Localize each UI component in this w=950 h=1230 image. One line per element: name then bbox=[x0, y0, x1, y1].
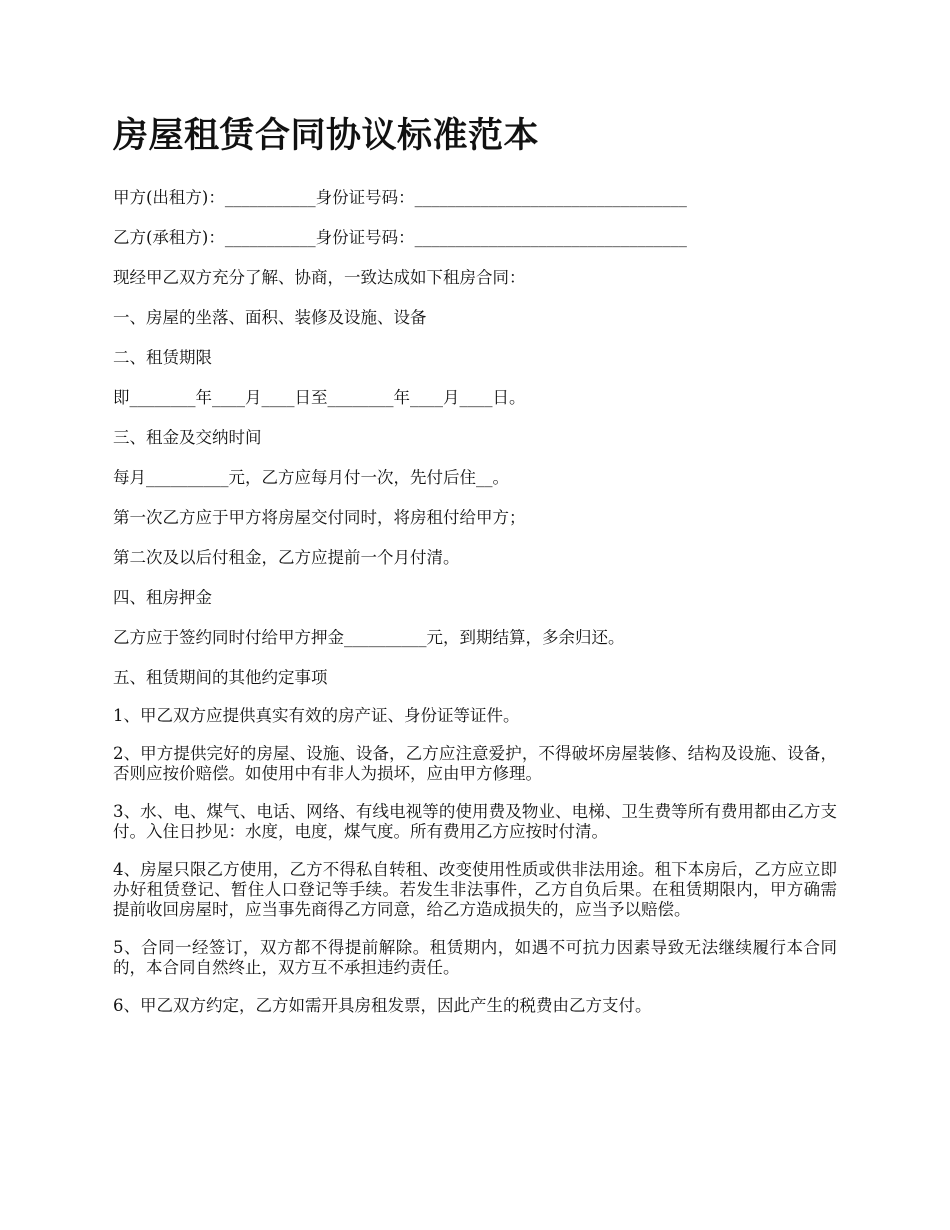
section-heading-term: 二、租赁期限 bbox=[113, 348, 212, 367]
party-b-line: 乙方(承租方)：___________身份证号码：_________________________________ bbox=[113, 228, 687, 247]
monthly-rent-line: 每月__________元，乙方应每月付一次，先付后住__。 bbox=[113, 468, 509, 487]
first-payment-line: 第一次乙方应于甲方将房屋交付同时，将房租付给甲方； bbox=[113, 508, 526, 527]
section-heading-deposit: 四、租房押金 bbox=[113, 588, 212, 607]
section-heading-location: 一、房屋的坐落、面积、装修及设施、设备 bbox=[113, 308, 427, 327]
clause-1: 1、甲乙双方应提供真实有效的房产证、身份证等证件。 bbox=[113, 706, 520, 725]
section-heading-other-terms: 五、租赁期间的其他约定事项 bbox=[113, 668, 328, 687]
clause-5: 5、合同一经签订，双方都不得提前解除。租赁期内，如遇不可抗力因素导致无法继续履行本合同的，本合同自然终止，双方互不承担违约责任。 bbox=[113, 938, 837, 977]
deposit-line: 乙方应于签约同时付给甲方押金__________元，到期结算，多余归还。 bbox=[113, 628, 625, 647]
clause-4: 4、房屋只限乙方使用，乙方不得私自转租、改变使用性质或供非法用途。租下本房后，乙方应立即办好租赁登记、暂住人口登记等手续。若发生非法事件，乙方自负后果。在租赁期限内，甲方确需提前收回房屋时，应当事先商得乙方同意，给乙方造成损失的，应当予以赔偿。 bbox=[113, 860, 837, 919]
clause-6: 6、甲乙双方约定，乙方如需开具房租发票，因此产生的税费由乙方支付。 bbox=[113, 996, 652, 1015]
intro-text: 现经甲乙双方充分了解、协商，一致达成如下租房合同： bbox=[113, 268, 526, 287]
clause-2: 2、甲方提供完好的房屋、设施、设备，乙方应注意爱护，不得破坏房屋装修、结构及设施、设备，否则应按价赔偿。如使用中有非人为损坏，应由甲方修理。 bbox=[113, 744, 837, 783]
lease-term-line: 即________年____月____日至________年____月____日。 bbox=[113, 388, 526, 407]
later-payment-line: 第二次及以后付租金，乙方应提前一个月付清。 bbox=[113, 548, 460, 567]
contract-page bbox=[113, 112, 837, 1034]
party-a-line: 甲方(出租方)：___________身份证号码：_________________________________ bbox=[113, 188, 687, 207]
section-heading-rent: 三、租金及交纳时间 bbox=[113, 428, 262, 447]
document-title: 房屋租赁合同协议标准范本 bbox=[113, 115, 540, 156]
clause-3: 3、水、电、煤气、电话、网络、有线电视等的使用费及物业、电梯、卫生费等所有费用都由乙方支付。入住日抄见：水度，电度，煤气度。所有费用乙方应按时付清。 bbox=[113, 802, 837, 841]
